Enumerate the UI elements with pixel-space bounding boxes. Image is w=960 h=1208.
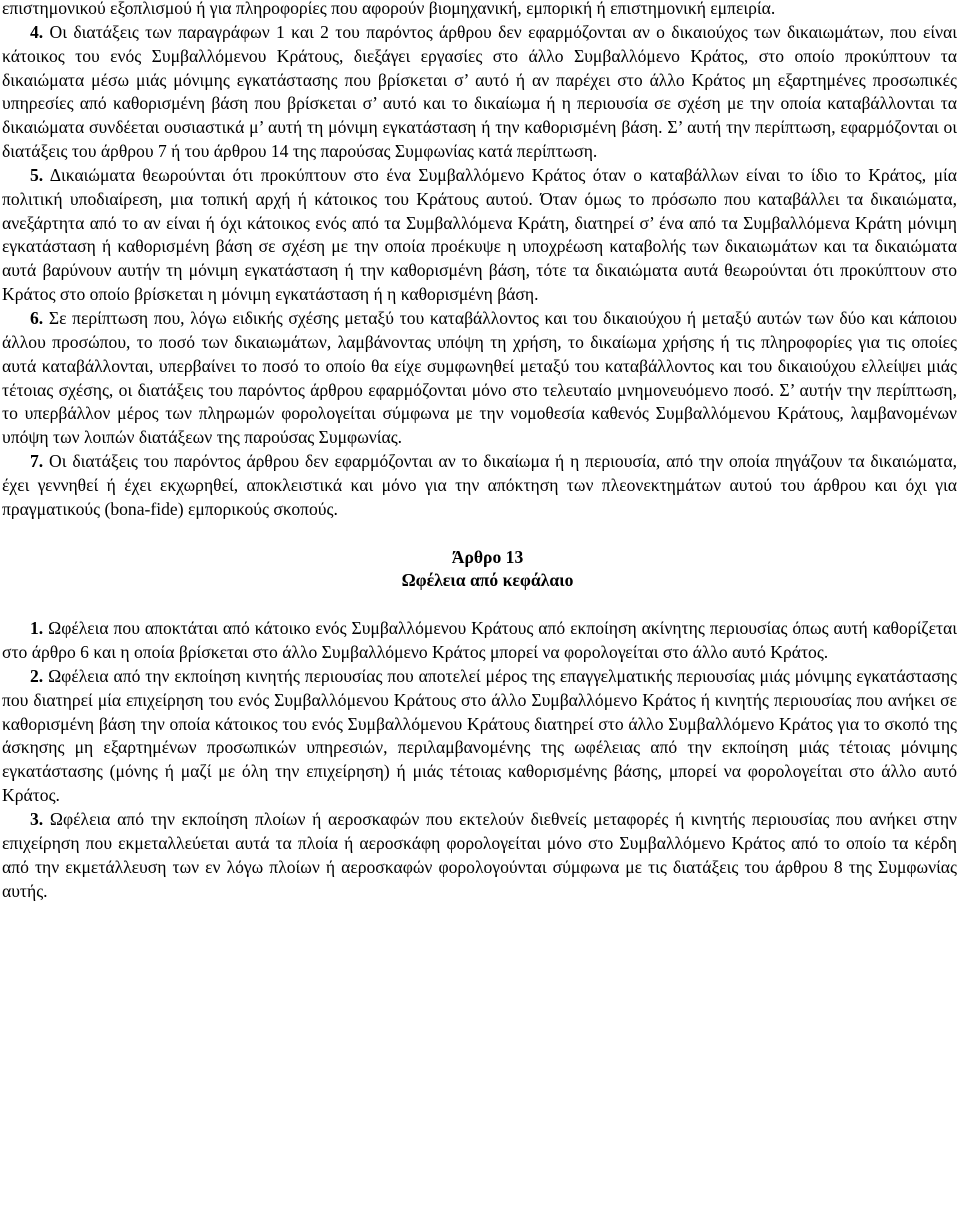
paragraph-text: Σε περίπτωση που, λόγω ειδικής σχέσης μεταξύ του καταβάλλοντος και του δικαιούχου ή μεταξύ αυτών των δύο και κάποιου άλλου προσώπου, το ποσό των δικαιωμάτων, λαμβάνοντας υπόψη τη χρήση, το δικαίωμα χρήσης ή τις πληροφορίες για τις οποίες αυτά καταβάλλονται, υπερβαίνει το ποσό το οποίο θα είχε συμφωνηθεί μεταξύ του καταβάλλοντος και του δικαιούχου ελλείψει μιάς τέτοιας σχέσης, οι διατάξεις του παρόντος άρθρου εφαρμόζονται μόνο στο τελευταίο μνημονευόμενο ποσό. Σ’ αυτήν την περίπτωση, το υπερβάλλον μέρος των πληρωμών φορολογείται σύμφωνα με την νομοθεσία καθενός Συμβαλλόμενου Κράτους, λαμβανομένων υπόψη των λοιπών διατάξεων της παρούσας Συμφωνίας. [2, 307, 957, 448]
paragraph-number: 3. [30, 809, 44, 829]
paragraph-number: 1. [30, 618, 44, 639]
paragraph-number: 2. [30, 665, 44, 686]
paragraph-text: Ωφέλεια από την εκποίηση πλοίων ή αεροσκαφών που εκτελούν διεθνείς μεταφορές ή κινητής περιουσίας που ανήκει στην επιχείρηση που εκμεταλλεύεται αυτά τα πλοία ή αεροσκάφη φορολογείται μόνο στο Συμβαλλόμενο Κράτος από το οποίο τα κέρδη από την εκμετάλλευση των εν λόγω πλοίων ή αεροσκαφών φορολογούνται σύμφωνα με τις διατάξεις του άρθρου 8 της Συμφωνίας αυτής. [2, 809, 957, 901]
article-paragraph-3 [2, 808, 957, 903]
paragraph-number: 4. [30, 21, 44, 42]
article-paragraph-2 [2, 665, 957, 808]
paragraph-text: Δικαιώματα θεωρούνται ότι προκύπτουν στο ένα Συμβαλλόμενο Κράτος όταν ο καταβάλλων είναι το ίδιο το Κράτος, μία πολιτική υποδιαίρεση, μια τοπική αρχή ή κάτοικος του Κράτους αυτού. Όταν όμως το πρόσωπο που καταβάλλει τα δικαιώματα, ανεξάρτητα από το αν είναι ή όχι κάτοικος ενός από τα Συμβαλλόμενα Κράτη, διατηρεί σ’ ένα από τα Συμβαλλόμενα Κράτη μόνιμη εγκατάσταση ή καθορισμένη βάση σε σχέση με την οποία προέκυψε η υποχρέωση καταβολής των δικαιωμάτων και τα δικαιώματα αυτά βαρύνουν αυτήν τη μόνιμη εγκατάσταση ή την καθορισμένη βάση, τότε τα δικαιώματα αυτά θεωρούνται ότι προκύπτουν στο Κράτος στο οποίο βρίσκεται η μόνιμη εγκατάσταση ή η καθορισμένη βάση. [2, 164, 957, 305]
article-paragraph-1 [2, 617, 957, 665]
article-title: Άρθρο 13 [451, 546, 524, 567]
paragraph-text: Ωφέλεια που αποκτάται από κάτοικο ενός Συμβαλλόμενου Κράτους από εκποίηση ακίνητης περιουσίας όπως αυτή καθορίζεται στο άρθρο 6 και η οποία βρίσκεται στο άλλο Συμβαλλόμενο Κράτος μπορεί να φορολογείται στο άλλο αυτό Κράτος. [2, 618, 957, 663]
paragraph-6 [2, 307, 957, 450]
paragraph-text: επιστημονικού εξοπλισμού ή για πληροφορίες που αφορούν βιομηχανική, εμπορική ή επιστημονική εμπειρία. [2, 0, 776, 18]
paragraph-5 [2, 164, 957, 307]
paragraph-number: 5. [30, 164, 44, 185]
paragraph-number: 7. [30, 451, 44, 472]
paragraph-text: Ωφέλεια από την εκποίηση κινητής περιουσίας που αποτελεί μέρος της επαγγελματικής περιουσίας μιάς μόνιμης εγκατάστασης που διατηρεί μία επιχείρηση του ενός Συμβαλλόμενου Κράτους στο άλλο Συμβαλλόμενο Κράτος ή κινητής περιουσίας που ανήκει σε καθορισμένη βάση την οποία κάτοικος του ενός Συμβαλλόμενου Κράτους διατηρεί στο άλλο Συμβαλλόμενο Κράτος για το σκοπό της άσκησης μη εξαρτημένων προσωπικών υπηρεσιών, περιλαμβανομένης της ωφέλειας από την εκποίηση μιάς τέτοιας μόνιμης εγκατάστασης (μόνης ή μαζί με όλη την επιχείρηση) ή μιάς τέτοιας καθορισμένης βάσης, μπορεί να φορολογείται στο άλλο αυτό Κράτος. [2, 665, 957, 806]
paragraph-7 [2, 450, 957, 522]
paragraph-text: Οι διατάξεις των παραγράφων 1 και 2 του παρόντος άρθρου δεν εφαρμόζονται αν ο δικαιούχος των δικαιωμάτων, που είναι κάτοικος του ενός Συμβαλλόμενου Κράτους, διεξάγει εργασίες στο άλλο Συμβαλλόμενο Κράτος, στο οποίο προκύπτουν τα δικαιώματα μέσω μιάς μόνιμης εγκατάστασης που βρίσκεται σ’ αυτό ή αν παρέχει στο άλλο Κράτος μη εξαρτημένες προσωπικές υπηρεσίες από καθορισμένη βάση που βρίσκεται σ’ αυτό και το δικαίωμα ή η περιουσία σε σχέση με την οποία καταβάλλονται τα δικαιώματα συνδέεται ουσιαστικά μ’ αυτή τη μόνιμη εγκατάσταση ή την καθορισμένη βάση. Σ’ αυτή την περίπτωση, εφαρμόζονται οι διατάξεις του άρθρου 7 ή του άρθρου 14 της παρούσας Συμφωνίας κατά περίπτωση. [2, 21, 957, 162]
paragraph-continued [2, 0, 957, 21]
paragraph-text: Οι διατάξεις του παρόντος άρθρου δεν εφαρμόζονται αν το δικαίωμα ή η περιουσία, από την οποία πηγάζουν τα δικαιώματα, έχει γεννηθεί ή έχει εκχωρηθεί, αποκλειστικά και μόνο για την απόκτηση των πλεονεκτημάτων αυτού του άρθρου και όχι για πραγματικούς (bona-fide) εμπορικούς σκοπούς. [2, 451, 957, 519]
paragraph-number: 6. [30, 307, 44, 328]
paragraph-4 [2, 21, 957, 164]
article-subtitle: Ωφέλεια από κεφάλαιο [401, 570, 574, 591]
